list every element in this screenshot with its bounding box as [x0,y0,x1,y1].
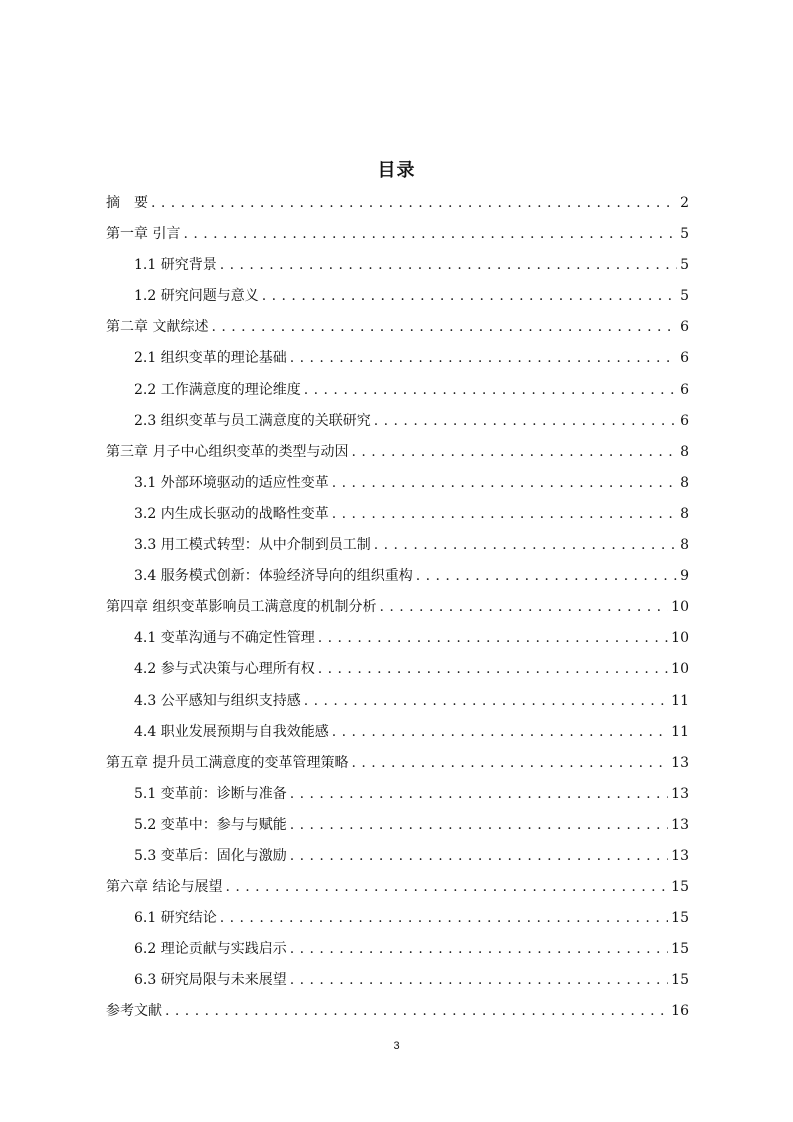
dot-leader [416,565,677,587]
toc-entry-label: 4.4 职业发展预期与自我效能感 [134,723,329,740]
toc-entry-page: 5 [680,288,689,305]
dot-leader [211,316,677,338]
toc-entry-page: 15 [671,941,689,958]
toc-entry-label: 1.2 研究问题与意义 [134,288,259,305]
page-number: 3 [393,1040,400,1052]
dot-leader [225,876,668,898]
toc-entry-label: 3.2 内生成长驱动的战略性变革 [134,505,329,522]
toc-chapter-entry[interactable] [106,192,689,223]
toc-entry-page: 11 [671,692,689,709]
toc-section-entry[interactable] [106,254,689,285]
dot-leader [290,783,668,805]
toc-entry-page: 6 [680,412,689,429]
toc-entry-label: 第三章 月子中心组织变革的类型与动因 [106,443,349,460]
dot-leader [318,658,668,680]
toc-entry-label: 2.2 工作满意度的理论维度 [134,381,301,398]
toc-entry-label: 5.1 变革前：诊断与准备 [134,785,287,802]
toc-entry-page: 5 [680,226,689,243]
toc-section-entry[interactable] [106,907,689,938]
toc-title: 目录 [377,160,416,181]
toc-section-entry[interactable] [106,410,689,441]
toc-entry-page: 10 [671,661,689,678]
toc-section-entry[interactable] [106,845,689,876]
dot-leader [165,1000,668,1022]
dot-leader [290,845,668,867]
toc-chapter-entry[interactable] [106,1000,689,1031]
toc-chapter-entry[interactable] [106,223,689,254]
toc-entry-label: 4.3 公平感知与组织支持感 [134,692,301,709]
toc-entry-page: 10 [671,599,689,616]
toc-section-entry[interactable] [106,285,689,316]
toc-entry-page: 13 [671,754,689,771]
toc-section-entry[interactable] [106,472,689,503]
dot-leader [332,472,677,494]
toc-entry-label: 3.4 服务模式创新：体验经济导向的组织重构 [134,568,413,585]
dot-leader [290,347,677,369]
toc-section-entry[interactable] [106,627,689,658]
toc-section-entry[interactable] [106,690,689,721]
toc-section-entry[interactable] [106,658,689,689]
toc-section-entry[interactable] [106,969,689,1000]
toc-entry-page: 16 [671,1003,689,1020]
toc-entry-page: 15 [671,879,689,896]
dot-leader [290,969,668,991]
toc-entry-page: 6 [680,319,689,336]
dot-leader [220,254,677,276]
toc-entry-label: 4.2 参与式决策与心理所有权 [134,661,315,678]
toc-entry-page: 8 [680,505,689,522]
toc-entry-label: 4.1 变革沟通与不确定性管理 [134,630,315,647]
toc-entry-page: 11 [671,723,689,740]
toc-section-entry[interactable] [106,783,689,814]
toc-entry-label: 5.3 变革后：固化与激励 [134,847,287,864]
toc-entry-page: 13 [671,816,689,833]
toc-entry-label: 3.3 用工模式转型：从中介制到员工制 [134,537,371,554]
toc-entry-page: 13 [671,847,689,864]
toc-chapter-entry[interactable] [106,441,689,472]
toc-entry-page: 8 [680,443,689,460]
dot-leader [374,534,677,556]
toc-entry-label: 6.3 研究局限与未来展望 [134,972,287,989]
toc-chapter-entry[interactable] [106,316,689,347]
toc-entry-label: 第一章 引言 [106,226,181,243]
toc-entry-page: 6 [680,350,689,367]
toc-section-entry[interactable] [106,347,689,378]
dot-leader [351,752,668,774]
table-of-contents [106,192,689,1032]
toc-entry-label: 参考文献 [106,1003,162,1020]
toc-entry-page: 10 [671,630,689,647]
toc-entry-page: 5 [680,257,689,274]
dot-leader [290,814,668,836]
toc-chapter-entry[interactable] [106,876,689,907]
toc-entry-page: 15 [671,910,689,927]
toc-entry-page: 15 [671,972,689,989]
toc-entry-page: 9 [680,568,689,585]
toc-entry-label: 6.1 研究结论 [134,910,217,927]
dot-leader [290,938,668,960]
toc-section-entry[interactable] [106,814,689,845]
dot-leader [374,410,677,432]
toc-entry-label: 第六章 结论与展望 [106,879,223,896]
dot-leader [151,192,677,214]
dot-leader [351,441,677,463]
dot-leader [183,223,677,245]
toc-entry-label: 3.1 外部环境驱动的适应性变革 [134,474,329,491]
toc-entry-label: 6.2 理论贡献与实践启示 [134,941,287,958]
dot-leader [304,690,668,712]
toc-chapter-entry[interactable] [106,752,689,783]
toc-section-entry[interactable] [106,565,689,596]
toc-entry-page: 6 [680,381,689,398]
dot-leader [262,285,677,307]
toc-entry-label: 2.3 组织变革与员工满意度的关联研究 [134,412,371,429]
dot-leader [332,721,668,743]
toc-entry-label: 摘 要 [106,195,148,211]
toc-entry-label: 2.1 组织变革的理论基础 [134,350,287,367]
dot-leader [304,379,677,401]
toc-section-entry[interactable] [106,938,689,969]
toc-entry-page: 2 [680,195,689,211]
dot-leader [318,627,668,649]
toc-entry-page: 8 [680,474,689,491]
dot-leader [332,503,677,525]
toc-entry-label: 第四章 组织变革影响员工满意度的机制分析 [106,599,377,616]
toc-entry-label: 1.1 研究背景 [134,257,217,274]
toc-section-entry[interactable] [106,721,689,752]
toc-entry-label: 第二章 文献综述 [106,319,209,336]
toc-chapter-entry[interactable] [106,596,689,627]
toc-entry-label: 第五章 提升员工满意度的变革管理策略 [106,754,349,771]
toc-section-entry[interactable] [106,534,689,565]
toc-entry-label: 5.2 变革中：参与与赋能 [134,816,287,833]
dot-leader [220,907,668,929]
toc-section-entry[interactable] [106,379,689,410]
toc-entry-page: 8 [680,537,689,554]
dot-leader [379,596,668,618]
toc-entry-page: 13 [671,785,689,802]
toc-section-entry[interactable] [106,503,689,534]
